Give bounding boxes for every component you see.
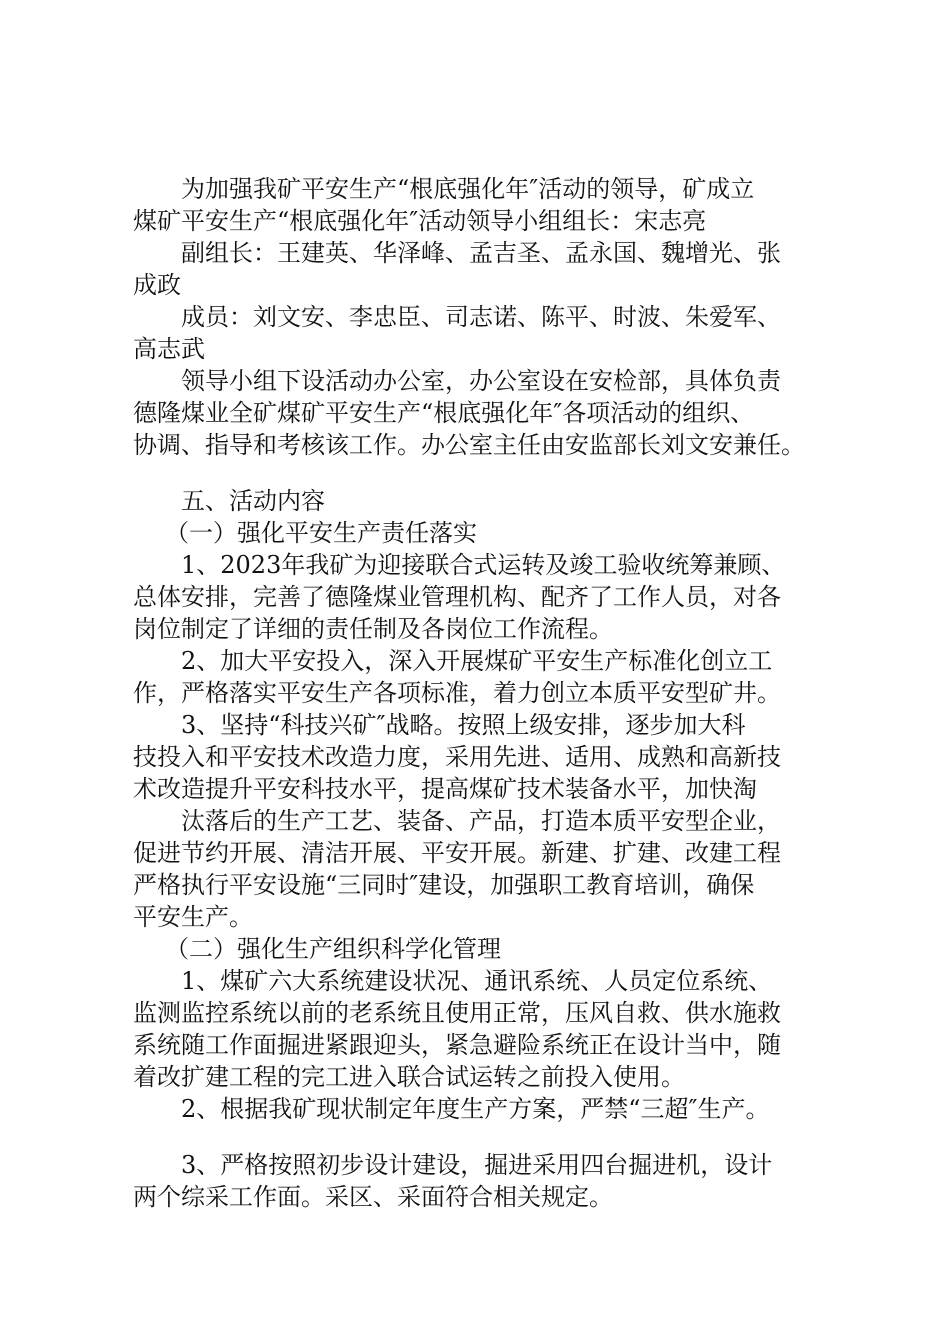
paragraph-line: 德隆煤业全矿煤矿平安生产“根底强化年″各项活动的组织、: [133, 399, 755, 427]
paragraph-line: 3、严格按照初步设计建设，掘进采用四台掘进机，设计: [181, 1151, 773, 1179]
paragraph-line: 3、坚持“科技兴矿″战略。按照上级安排，逐步加大科: [181, 711, 746, 739]
paragraph-line: 两个综采工作面。采区、采面符合相关规定。: [133, 1183, 613, 1211]
paragraph-line: 总体安排，完善了德隆煤业管理机构、配齐了工作人员，对各: [133, 583, 781, 611]
paragraph-line: 煤矿平安生产“根底强化年″活动领导小组组长：宋志亮: [133, 207, 707, 235]
paragraph-line: 领导小组下设活动办公室，办公室设在安检部，具体负责: [181, 367, 781, 395]
section-heading: 五、活动内容: [181, 487, 325, 515]
paragraph-line: 作，严格落实平安生产各项标准，着力创立本质平安型矿井。: [133, 679, 781, 707]
paragraph-line: 汰落后的生产工艺、装备、产品，打造本质平安型企业，: [181, 807, 781, 835]
paragraph-line: 副组长：王建英、华泽峰、孟吉圣、孟永国、魏增光、张: [181, 239, 781, 267]
paragraph-line: 2、加大平安投入，深入开展煤矿平安生产标准化创立工: [181, 647, 773, 675]
paragraph-line: 2、根据我矿现状制定年度生产方案，严禁“三超″生产。: [181, 1095, 770, 1123]
paragraph-line: 高志武: [133, 335, 205, 363]
paragraph-line: 1、2023年我矿为迎接联合式运转及竣工验收统筹兼顾、: [181, 551, 786, 579]
paragraph-line: 为加强我矿平安生产“根底强化年″活动的领导，矿成立: [181, 175, 755, 203]
paragraph-line: 岗位制定了详细的责任制及各岗位工作流程。: [133, 615, 613, 643]
paragraph-line: 严格执行平安设施“三同时″建设，加强职工教育培训，确保: [133, 871, 755, 899]
paragraph-line: 成政: [133, 271, 181, 299]
paragraph-line: 平安生产。: [133, 903, 253, 931]
paragraph-line: 促进节约开展、清洁开展、平安开展。新建、扩建、改建工程: [133, 839, 781, 867]
paragraph-line: 协调、指导和考核该工作。办公室主任由安监部长刘文安兼任。: [133, 431, 805, 459]
paragraph-line: 着改扩建工程的完工进入联合试运转之前投入使用。: [133, 1063, 685, 1091]
subsection-heading: （二）强化生产组织科学化管理: [165, 935, 501, 963]
paragraph-line: 成员：刘文安、李忠臣、司志诺、陈平、时波、朱爱军、: [181, 303, 781, 331]
paragraph-line: 术改造提升平安科技水平，提高煤矿技术装备水平，加快淘: [133, 775, 757, 803]
paragraph-line: 1、煤矿六大系统建设状况、通讯系统、人员定位系统、: [181, 967, 773, 995]
subsection-heading: （一）强化平安生产责任落实: [165, 519, 477, 547]
paragraph-line: 系统随工作面掘进紧跟迎头，紧急避险系统正在设计当中，随: [133, 1031, 781, 1059]
paragraph-line: 监测监控系统以前的老系统且使用正常，压风自救、供水施救: [133, 999, 781, 1027]
paragraph-line: 技投入和平安技术改造力度，采用先进、适用、成熟和高新技: [133, 743, 781, 771]
